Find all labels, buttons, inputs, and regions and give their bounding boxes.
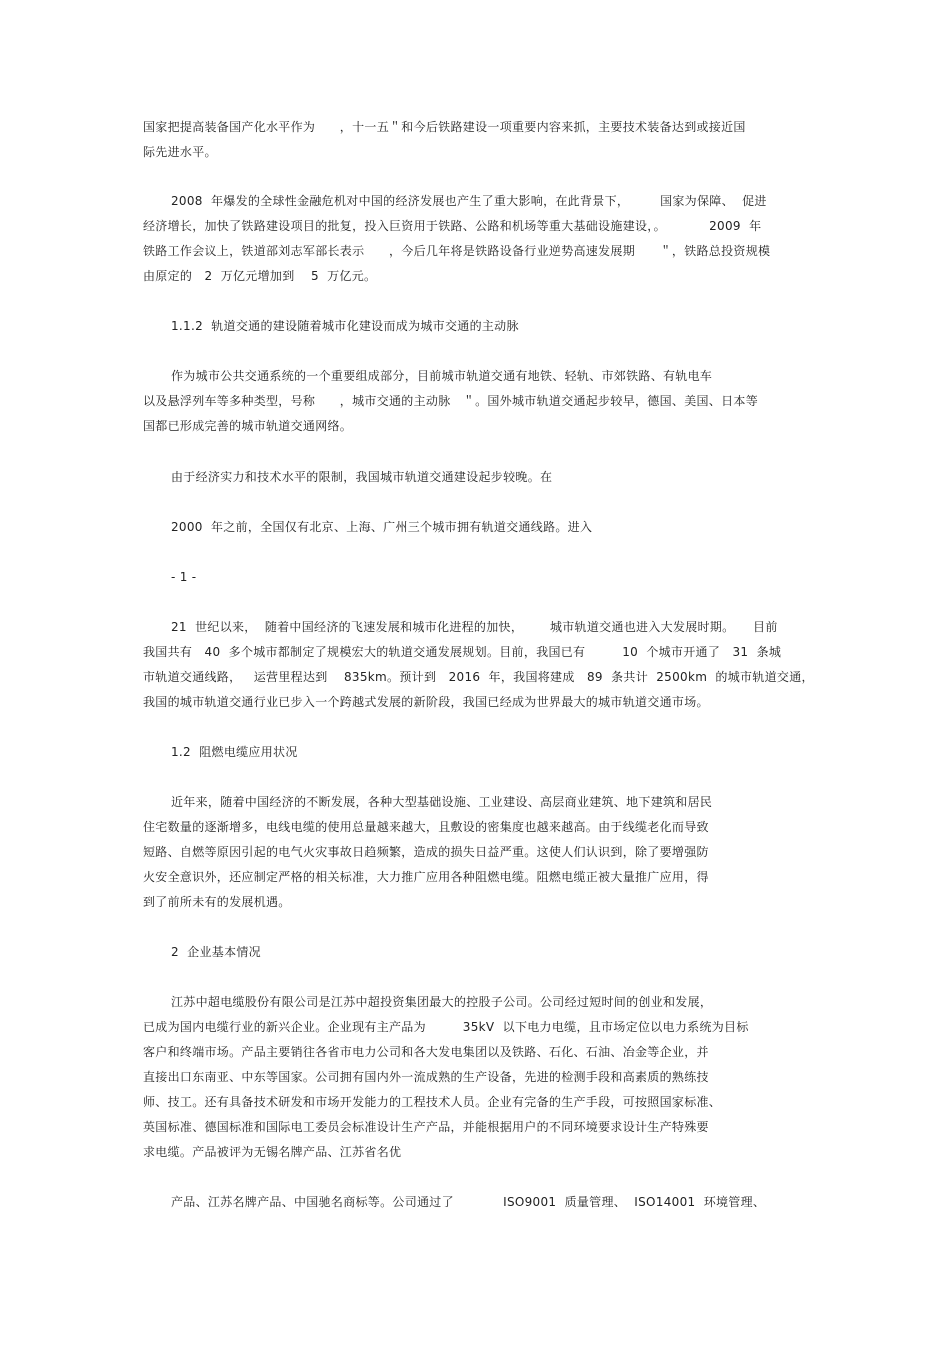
text-line: 到了前所未有的发展机遇。 [143, 895, 291, 909]
text-line: 师、技工。还有具备技术研发和市场开发能力的工程技术人员。企业有完备的生产手段，可按照国家标准、 [143, 1095, 722, 1109]
text-line: 际先进水平。 [143, 145, 217, 159]
text-line: 2008 年爆发的全球性金融危机对中国的经济发展也产生了重大影响，在此背景下， 国家为保障、 促进 [171, 194, 767, 208]
text-line: 由原定的 2 万亿元增加到 5 万亿元。 [143, 269, 377, 283]
text-line: 我国的城市轨道交通行业已步入一个跨越式发展的新阶段，我国已经成为世界最大的城市轨道交通市场。 [143, 695, 709, 709]
text-line: 火安全意识外，还应制定严格的相关标准，大力推广应用各种阻燃电缆。阻燃电缆正被大量推广应用，得 [143, 870, 709, 884]
paragraph-line: 2000 年之前，全国仅有北京、上海、广州三个城市拥有轨道交通线路。进入 [171, 520, 593, 534]
text-line: 21 世纪以来， 随着中国经济的飞速发展和城市化进程的加快， 城市轨道交通也进入大发展时期。 目前 [171, 620, 778, 634]
text-line: 我国共有 40 多个城市都制定了规模宏大的轨道交通发展规划。目前，我国已有 10 个城市开通了 31 条城 [143, 645, 782, 659]
text-line: 短路、自燃等原因引起的电气火灾事故日趋频繁，造成的损失日益严重。这使人们认识到，除了要增强防 [143, 845, 709, 859]
text-line: 国都已形成完善的城市轨道交通网络。 [143, 419, 353, 433]
section-heading: 1.1.2 轨道交通的建设随着城市化建设而成为城市交通的主动脉 [171, 319, 519, 333]
section-heading: 1.2 阻燃电缆应用状况 [171, 745, 298, 759]
text-line: 已成为国内电缆行业的新兴企业。企业现有主产品为 35kV 以下电力电缆，且市场定位以电力系统为目标 [143, 1020, 749, 1034]
text-line: 铁路工作会议上，铁道部刘志军部长表示 ，今后几年将是铁路设备行业逆势高速发展期 ＂，铁路总投资规模 [143, 244, 771, 258]
text-line: 求电缆。产品被评为无锡名牌产品、江苏省名优 [143, 1145, 402, 1159]
text-line: 客户和终端市场。产品主要销往各省市电力公司和各大发电集团以及铁路、石化、石油、冶金等企业，并 [143, 1045, 709, 1059]
paragraph-line: 产品、江苏名牌产品、中国驰名商标等。公司通过了 ISO9001 质量管理、 ISO14001 环境管理、 [171, 1195, 766, 1209]
text-line: 近年来，随着中国经济的不断发展，各种大型基础设施、工业建设、高层商业建筑、地下建筑和居民 [171, 795, 713, 809]
text-line: 市轨道交通线路， 运营里程达到 835km。预计到 2016 年，我国将建成 89 条共计 2500km 的城市轨道交通， [143, 670, 814, 684]
text-line: 住宅数量的逐渐增多，电线电缆的使用总量越来越大，且敷设的密集度也越来越高。由于线缆老化而导致 [143, 820, 709, 834]
text-line: 作为城市公共交通系统的一个重要组成部分，目前城市轨道交通有地铁、轻轨、市郊铁路、有轨电车 [171, 369, 713, 383]
text-line: 国家把提高装备国产化水平作为 ，十一五＂和今后铁路建设一项重要内容来抓，主要技术装备达到或接近国 [143, 120, 746, 134]
section-heading: 2 企业基本情况 [171, 945, 261, 959]
text-line: 英国标准、德国标准和国际电工委员会标准设计生产产品，并能根据用户的不同环境要求设计生产特殊要 [143, 1120, 709, 1134]
text-line: 经济增长，加快了铁路建设项目的批复，投入巨资用于铁路、公路和机场等重大基础设施建设，。 2009 年 [143, 219, 762, 233]
text-line: 直接出口东南亚、中东等国家。公司拥有国内外一流成熟的生产设备，先进的检测手段和高素质的熟练技 [143, 1070, 709, 1084]
page-number: - 1 - [171, 570, 197, 584]
text-line: 以及悬浮列车等多种类型，号称 ，城市交通的主动脉 ＂。国外城市轨道交通起步较早，德国、美国、日本等 [143, 394, 759, 408]
paragraph-line: 由于经济实力和技术水平的限制，我国城市轨道交通建设起步较晚。在 [171, 470, 553, 484]
text-line: 江苏中超电缆股份有限公司是江苏中超投资集团最大的控股子公司。公司经过短时间的创业和发展， [171, 995, 713, 1009]
